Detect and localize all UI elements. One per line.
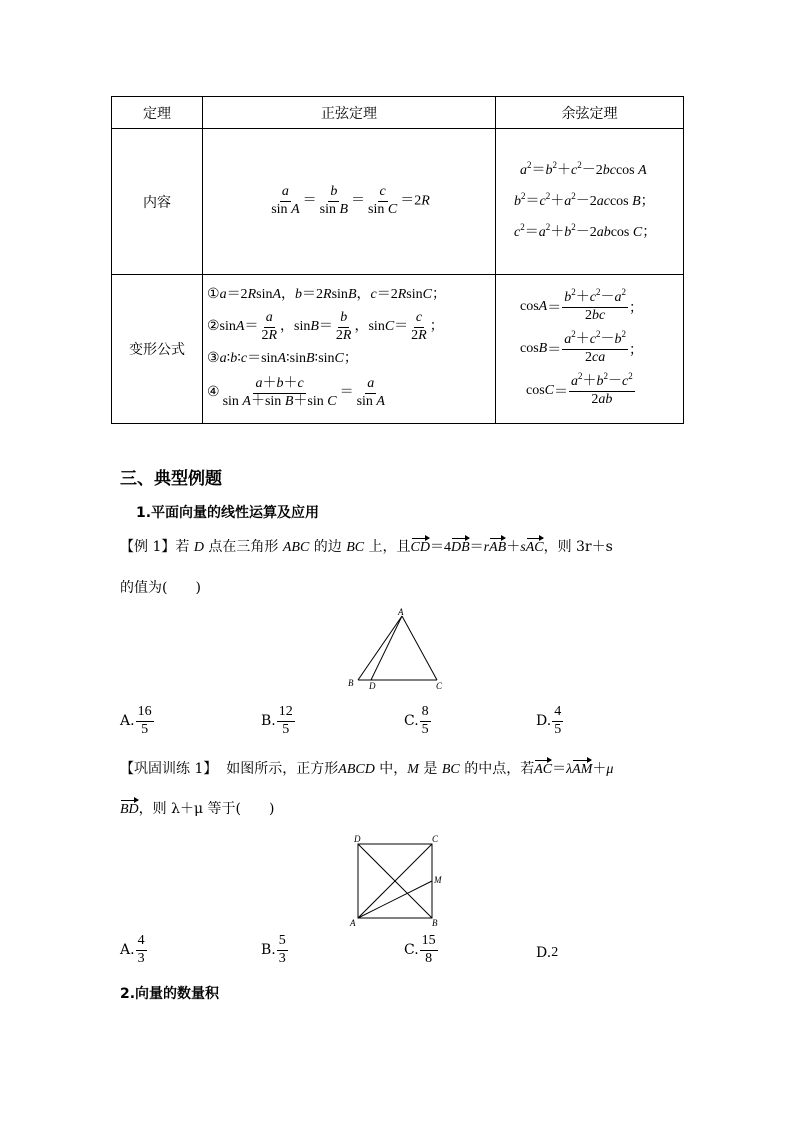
example-1-option-b[interactable]: B. $\frac{12}{5}$ — [261, 704, 293, 737]
label-b: B — [348, 678, 354, 688]
label-a: A — [398, 607, 404, 617]
cosine-law-a: $a^2=b^2+c^2-2bccos$ A — [520, 160, 647, 178]
header-cosine-law: 余弦定理 — [496, 97, 684, 129]
cosine-transform-cell — [496, 275, 684, 424]
example-1-question: 【例 1】若 D 点在三角形 ABC 的边 BC 上，且CD＝4DB＝rAB＋sAC，则 3r＋s — [120, 539, 613, 555]
example-1-option-a[interactable]: A. $\frac{16}{5}$ — [120, 704, 152, 737]
cosine-transform-a: cos A ＝ $\frac{b^2+c^2-a^2}{2bc}$ ； — [520, 286, 643, 323]
sine-law-formula: $\frac{a}{\text{sin A}}$ ＝ $\frac{b}{\text{sin B}}$ ＝ $\frac{c}{\text{sin C}}$ ＝2R — [271, 184, 430, 217]
cosine-law-cell — [496, 129, 684, 275]
square-figure — [346, 832, 446, 930]
cosine-transform-c: cos C ＝ $\frac{a^2+b^2-c^2}{2ab}$ — [526, 370, 633, 407]
label-m: M — [434, 875, 442, 885]
cosine-law-formulas — [496, 155, 683, 248]
example-1-tag: 【例 1】 — [120, 539, 176, 555]
practice-1-option-a[interactable]: A. $\frac{4}{3}$ — [120, 933, 145, 966]
cosine-law-c: $c^2=a^2+b^2-2abcos$ C； — [514, 222, 657, 240]
header-sine-law: 正弦定理 — [203, 97, 496, 129]
label-c: C — [436, 681, 443, 691]
practice-1-line2: BD，则 λ＋μ 等于( ) — [120, 801, 275, 817]
vector-ac-eq: AC＝λAM＋μ — [534, 762, 614, 777]
label-d: D — [354, 834, 361, 844]
section-title: 三、典型例题 — [120, 469, 222, 489]
sine-transform-4: ④ $\frac{a+b+c}{\text{sin A＋sin B＋sin C}}$ ＝ $\frac{a}{\text{sin A}}$ — [207, 375, 385, 409]
practice-1-tag: 【巩固训练 1】 — [120, 761, 218, 777]
subsection-1-title: 1.平面向量的线性运算及应用 — [136, 505, 320, 521]
label-c: C — [432, 834, 439, 844]
sine-transform-cell — [203, 275, 496, 424]
cosine-transform-b: cos B ＝ $\frac{a^2+c^2-b^2}{2ca}$ ； — [520, 328, 643, 365]
sine-transform-1: ① a ＝2 R sin A ， b ＝2 R sin B ， c ＝2 R sin C ； — [207, 286, 446, 302]
sine-transform-3: ③ a ∶ b ∶ c ＝sin A ∶sin B ∶sin C ； — [207, 350, 358, 366]
practice-1-question: 【巩固训练 1】 如图所示，正方形ABCD 中，M 是 BC 的中点，若AC＝λAM＋μ — [120, 761, 614, 777]
example-1-line2: 的值为( ) — [120, 580, 201, 596]
row-content-label: 内容 — [112, 129, 203, 275]
practice-1-option-c[interactable]: C. $\frac{15}{8}$ — [404, 933, 436, 966]
sine-transforms — [203, 283, 495, 415]
practice-1-option-b[interactable]: B. $\frac{5}{3}$ — [261, 933, 286, 966]
label-a: A — [350, 918, 356, 928]
sine-transform-2: ②sin A ＝ $\frac{a}{2R}$ ，sin B ＝ $\frac{b}{2R}$ ，sin C ＝ $\frac{c}{2R}$ ； — [207, 309, 444, 343]
practice-1-option-d[interactable]: D. 2 — [536, 945, 559, 961]
label-b: B — [432, 918, 438, 928]
cosine-transforms — [496, 286, 683, 412]
cosine-law-b: $b^2=c^2+a^2-2accos$ B； — [514, 191, 655, 209]
vector-equation: CD＝4DB＝rAB＋sAC — [410, 540, 544, 555]
theorem-table — [111, 96, 684, 424]
row-transform-label: 变形公式 — [112, 275, 203, 424]
example-1-option-c[interactable]: C. $\frac{8}{5}$ — [404, 704, 429, 737]
sine-law-cell — [203, 129, 496, 275]
example-1-option-d[interactable]: D. $\frac{4}{5}$ — [536, 704, 562, 737]
label-d: D — [369, 681, 376, 691]
header-theorem: 定理 — [112, 97, 203, 129]
subsection-2-title: 2.向量的数量积 — [120, 986, 220, 1002]
triangle-figure — [340, 606, 450, 692]
